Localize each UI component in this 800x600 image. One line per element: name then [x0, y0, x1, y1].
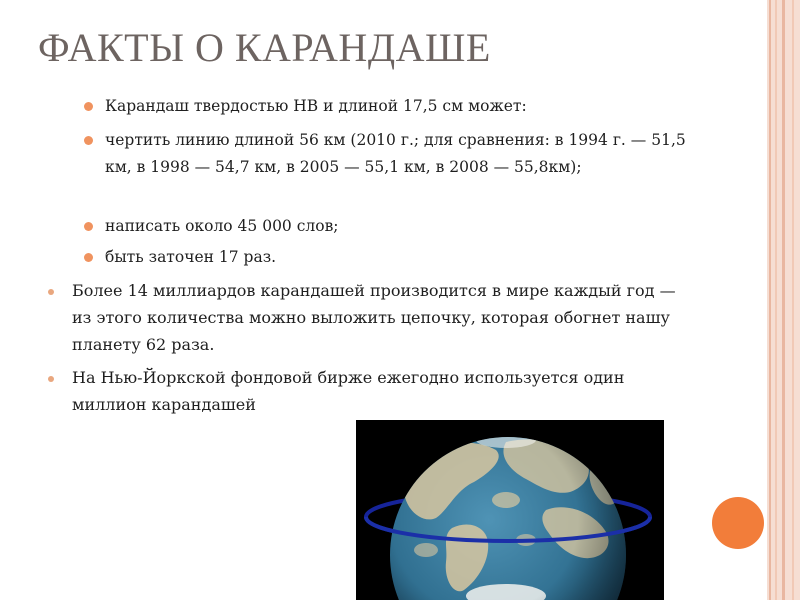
sub-point: Карандаш твердостью HB и длиной 17,5 см может:: [105, 97, 527, 115]
main-bullet-icon: [48, 289, 54, 295]
main-bullet-icon: [48, 376, 54, 382]
sub-bullet-icon: [84, 102, 93, 111]
main-point: На Нью-Йоркской фондовой бирже ежегодно используется один миллион карандашей: [72, 368, 625, 414]
main-point: Более 14 миллиардов карандашей производится в мире каждый год — из этого количества можно выложить цепочку, которая обогнет нашу планету 62 раза.: [72, 281, 676, 354]
sub-point: чертить линию длиной 56 км (2010 г.; для сравнения: в 1994 г. — 51,5 км, в 1998 — 54,7 км, в 2005 — 55,1 км, в 2008 — 55,8км);: [105, 131, 686, 176]
globe-image: [356, 420, 664, 600]
sub-bullet-icon: [84, 222, 93, 231]
sub-point: написать около 45 000 слов;: [105, 217, 339, 235]
sub-bullet-icon: [84, 136, 93, 145]
globe-with-ring-icon: [356, 420, 664, 600]
slide-title: ФАКТЫ О КАРАНДАШЕ: [38, 25, 491, 70]
sub-point: быть заточен 17 раз.: [105, 248, 277, 266]
sub-bullet-icon: [84, 253, 93, 262]
